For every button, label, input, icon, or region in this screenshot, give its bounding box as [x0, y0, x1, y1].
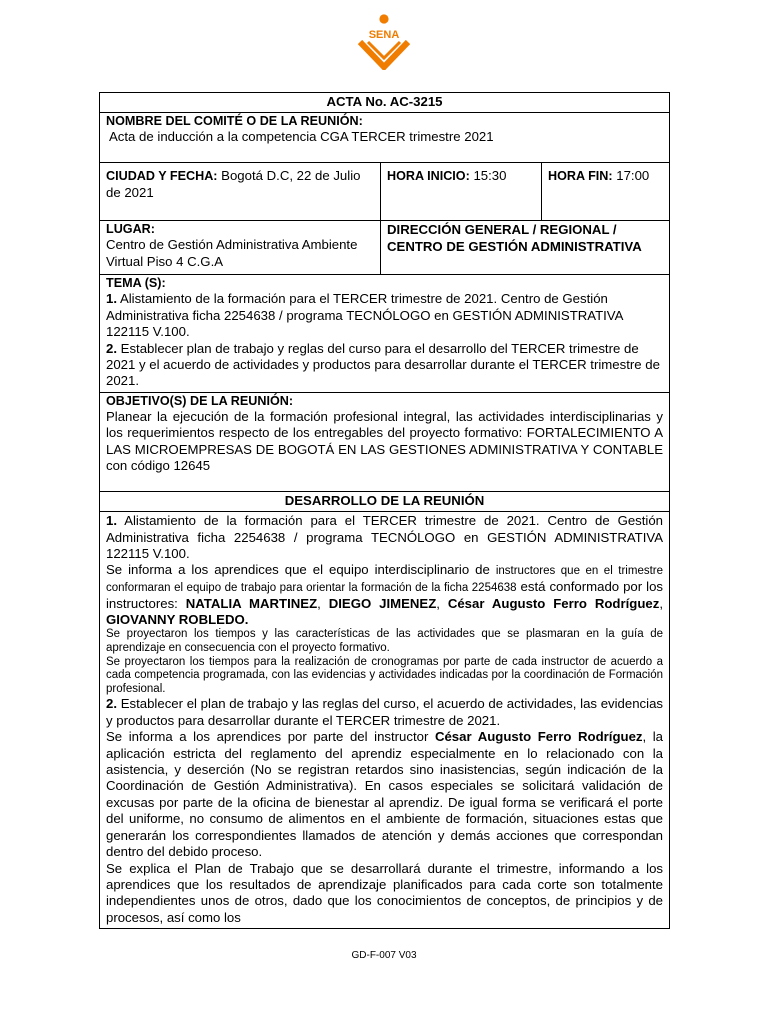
hora-fin-value: 17:00: [616, 168, 650, 184]
instructor-4: GIOVANNY ROBLEDO.: [106, 612, 249, 628]
desarrollo-p2: Se proyectaron los tiempos y las características de las actividades que se plasmaran en la guía de aprendizaje en consecuencia con el proyecto formativo.: [106, 628, 664, 655]
instructor-separator-3: ,: [659, 595, 663, 611]
nombre-cell: [100, 113, 670, 163]
desarrollo-cell: [100, 512, 670, 929]
acta-table: [99, 92, 670, 929]
tema-1-number: 1.: [106, 291, 117, 307]
instructor-1: NATALIA MARTINEZ: [185, 595, 318, 611]
tema-1-text: Alistamiento de la formación para el TERCER trimestre de 2021. Centro de Gestión Administrativa ficha 2254638 / programa TECNÓLOGO en GESTIÓN ADMINISTRATIVA 122115 V.100.: [106, 291, 623, 340]
desarrollo-p5: Se explica el Plan de Trabajo que se desarrollará durante el trimestre, informando a los aprendices que los resultados de aprendizaje planificados para cada corte son totalmente independientes unos de otros, dado que los conocimientos de conceptos, de principios y de procesos, así como los: [106, 860, 664, 925]
desarrollo-1-text: Alistamiento de la formación para el TERCER trimestre de 2021. Centro de Gestión Administrativa ficha 2254638 / programa TECNÓLOGO en GESTIÓN ADMINISTRATIVA 122115 V.100.: [106, 513, 664, 562]
tema-label: TEMA (S):: [106, 276, 166, 291]
acta-title: ACTA No. AC-3215: [100, 93, 670, 113]
instructor-separator-1: ,: [317, 595, 321, 611]
hora-fin-cell: [542, 163, 670, 221]
desarrollo-1-number: 1.: [106, 513, 117, 529]
nombre-value: Acta de inducción a la competencia CGA TERCER trimestre 2021: [109, 129, 494, 145]
form-code: GD-F-007 V03: [351, 950, 417, 961]
desarrollo-2-text: Establecer el plan de trabajo y las reglas del curso, el acuerdo de actividades, las evidencias y productos para desarrollar durante el TERCER trimestre de 2021.: [106, 696, 664, 728]
desarrollo-p4-a: Se informa a los aprendices por parte del instructor: [106, 729, 429, 745]
desarrollo-p1-a: Se informa a los aprendices que el equipo interdisciplinario de: [106, 562, 490, 578]
hora-fin-label: HORA FIN:: [548, 169, 613, 184]
sena-logo: [354, 14, 414, 70]
objetivo-cell: [100, 392, 670, 491]
instructor-3: César Augusto Ferro Rodríguez: [447, 595, 660, 611]
hora-inicio-cell: [381, 163, 542, 221]
tema-2-number: 2.: [106, 340, 117, 356]
hora-inicio-label: HORA INICIO:: [387, 169, 470, 184]
objetivo-text: Planear la ejecución de la formación profesional integral, las actividades interdisciplinarias y los requerimientos respecto de los entregables del proyecto formativo: FORTALECIMIENTO A LAS MICROEMPRESAS DE BOGOTÁ EN LAS GESTIONES ADMINISTRATIVA Y CONTABLE con código 12645: [106, 408, 664, 474]
desarrollo-p1-b: instructores que en el trimestre conformaran el equipo de trabajo para orientar la formación de la ficha 2254638: [106, 565, 664, 595]
svg-text:SENA: SENA: [368, 29, 400, 41]
instructor-separator-2: ,: [436, 595, 440, 611]
lugar-value: Centro de Gestión Administrativa Ambiente Virtual Piso 4 C.G.A: [106, 237, 358, 269]
ciudad-value: Bogotá D.C, 22 de Julio de 2021: [106, 168, 361, 200]
objetivo-label: OBJETIVO(S) DE LA REUNIÓN:: [106, 393, 294, 408]
ciudad-label: CIUDAD Y FECHA:: [106, 169, 218, 184]
tema-2-text: Establecer plan de trabajo y reglas del curso para el desarrollo del TERCER trimestre de 2021 y el acuerdo de actividades y productos para desarrollar durante el TERCER trimestre de 2021.: [106, 340, 660, 389]
desarrollo-p3: Se proyectaron los tiempos para la realización de cronogramas por parte de cada instructor de acuerdo a cada competencia programada, con las evidencias y actividades indicadas por la coordinación de Formación profesional.: [106, 655, 664, 695]
desarrollo-p4-b: , la aplicación estricta del reglamento del aprendiz especialmente en lo relacionado con la asistencia, y deserción (No se registran retardos sino inasistencias, según indicación de la Coordinación de Gestión Administrativa). En casos especiales se solicitará validación de excusas por parte de la oficina de bienestar al aprendiz. De igual forma se verificará el porte del uniforme, no consumo de alimentos en el ambiente de formación, situaciones estas que generarán los correspondientes llamados de atención y demás acciones que correspondan dentro del debido proceso.: [106, 729, 664, 860]
nombre-label: NOMBRE DEL COMITÉ O DE LA REUNIÓN:: [106, 114, 363, 129]
lugar-cell: [100, 221, 381, 275]
ciudad-cell: [100, 163, 381, 221]
instructor-2: DIEGO JIMENEZ: [328, 595, 437, 611]
desarrollo-title: DESARROLLO DE LA REUNIÓN: [100, 491, 670, 511]
desarrollo-2-number: 2.: [106, 696, 117, 712]
desarrollo-p4-name: César Augusto Ferro Rodríguez: [434, 729, 643, 745]
direccion-label: DIRECCIÓN GENERAL / REGIONAL / CENTRO DE GESTIÓN ADMINISTRATIVA: [381, 221, 670, 275]
desarrollo-p1-c: está conformado por los instructores:: [106, 579, 664, 611]
lugar-label: LUGAR:: [106, 222, 155, 237]
tema-cell: [100, 275, 670, 392]
hora-inicio-value: 15:30: [473, 168, 507, 184]
